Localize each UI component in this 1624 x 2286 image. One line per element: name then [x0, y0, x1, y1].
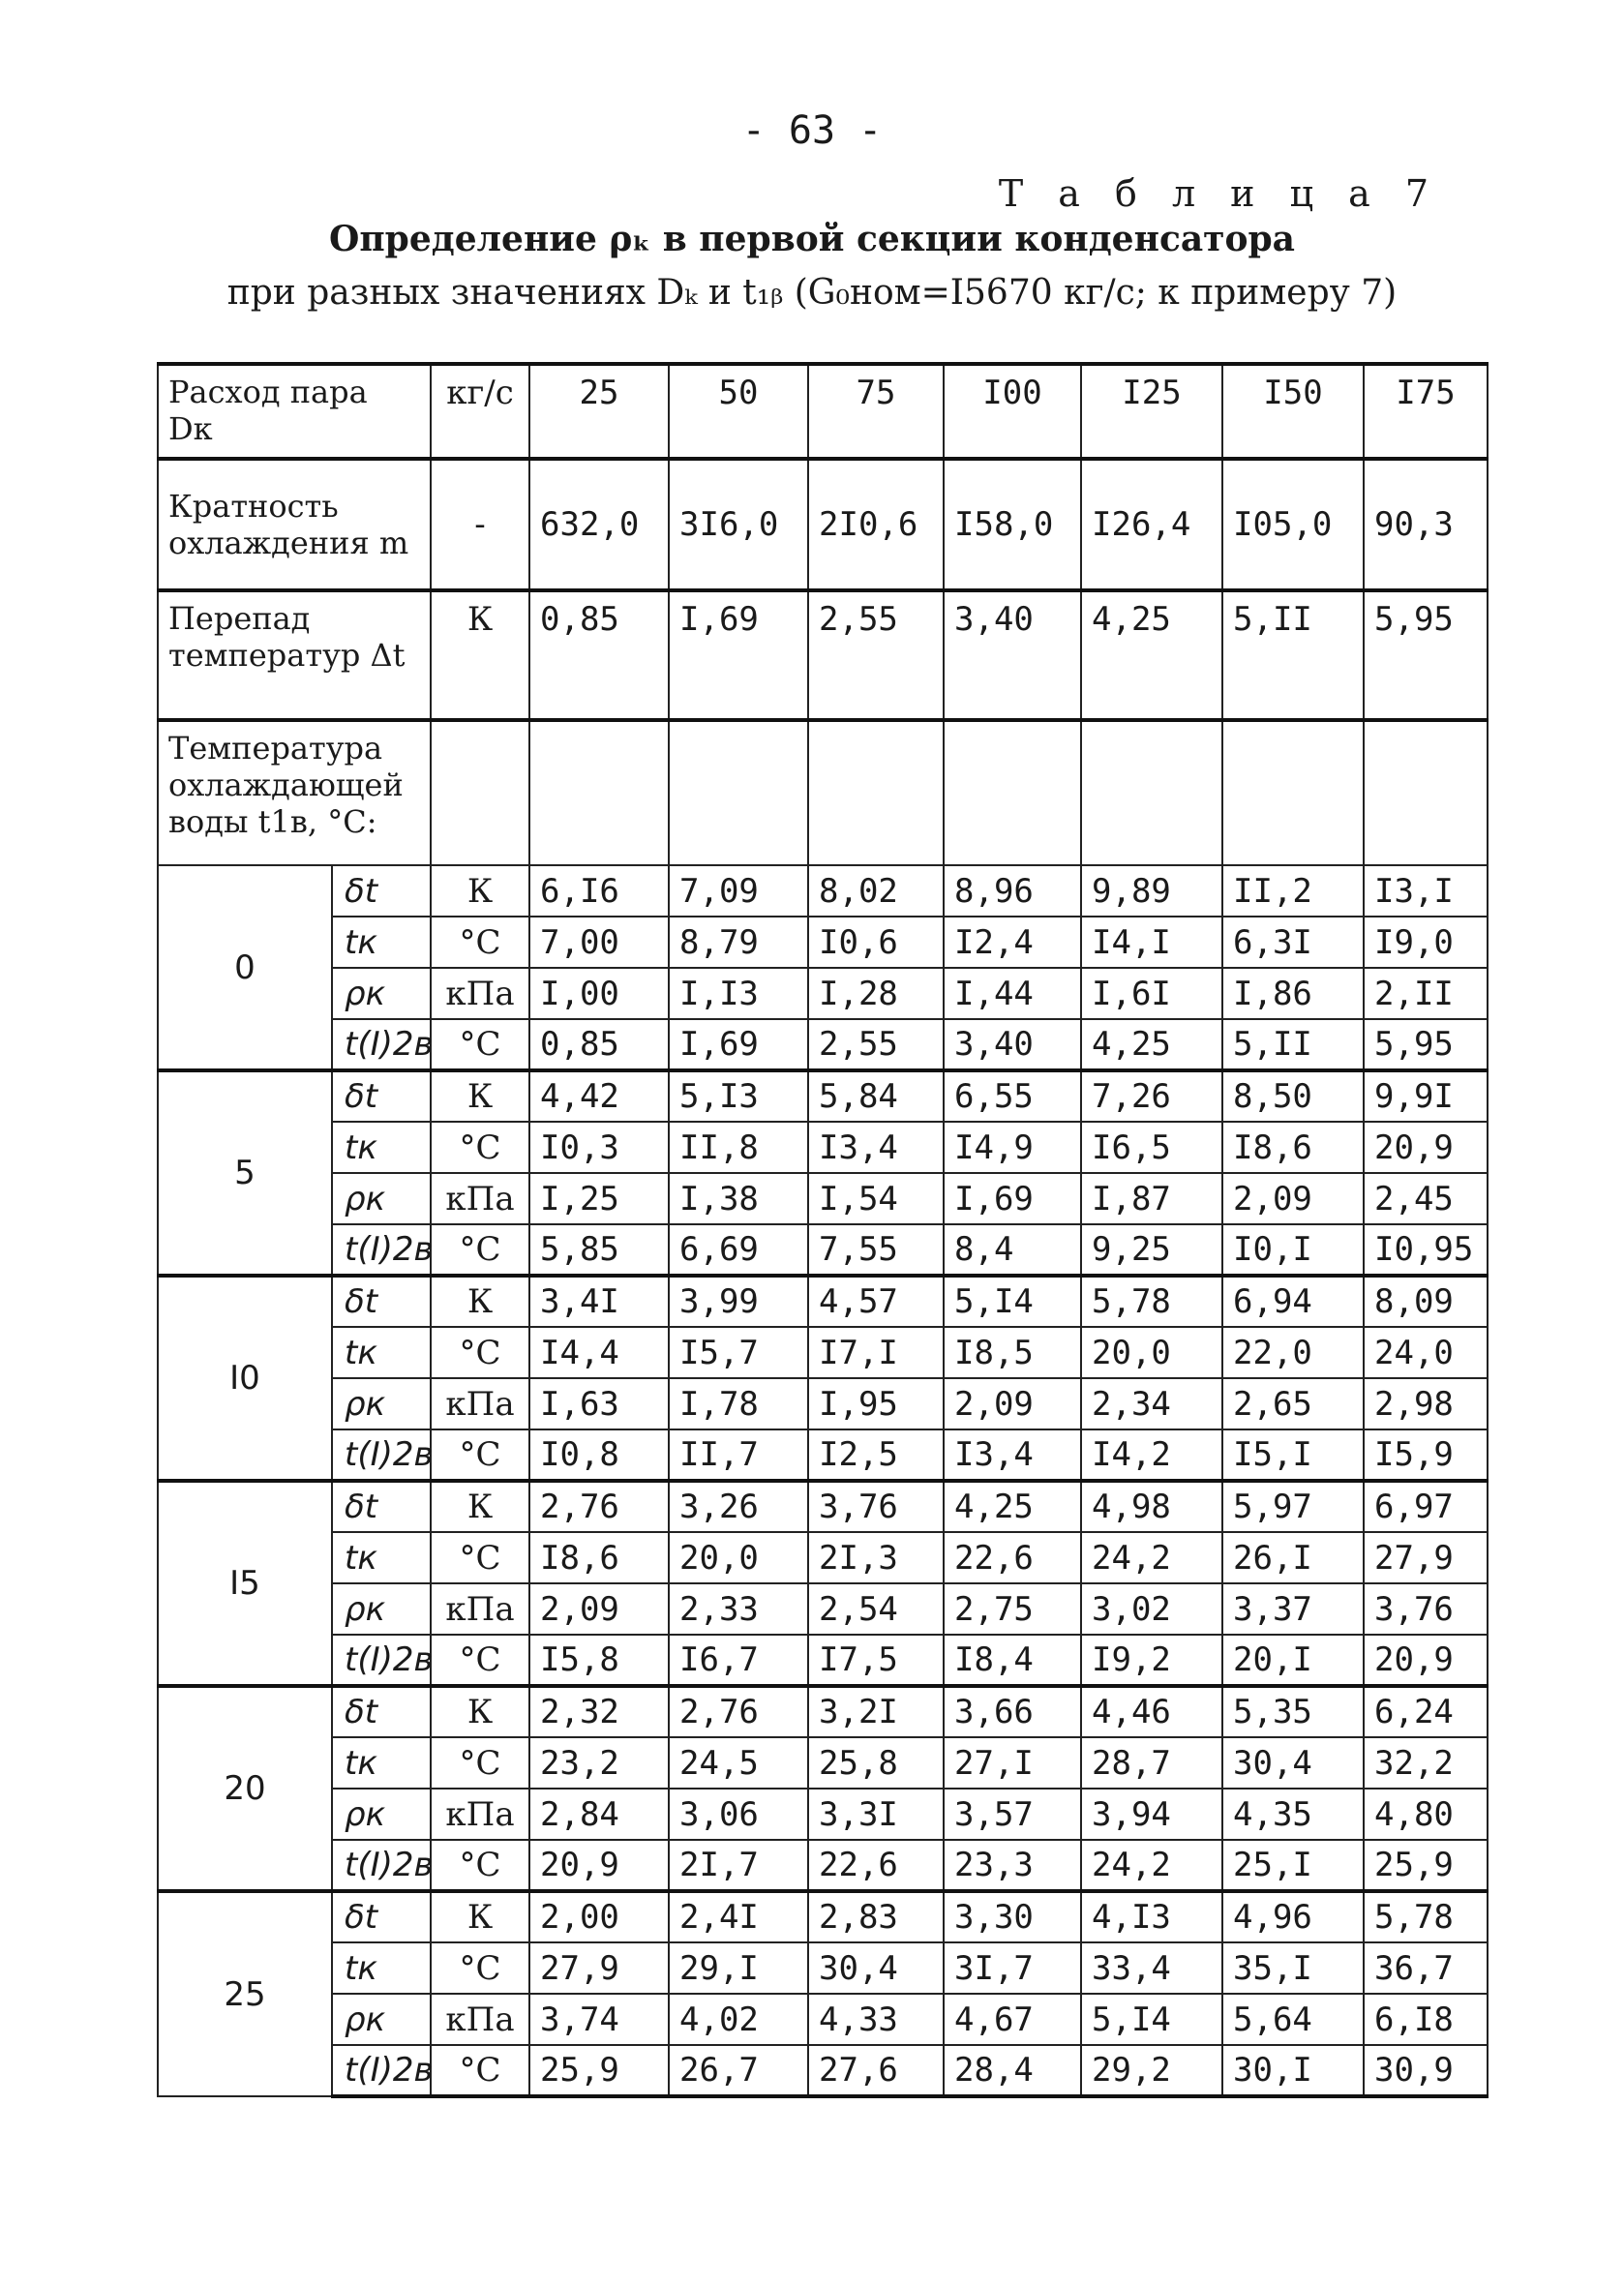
cell-value: 0,85 [529, 1019, 669, 1070]
cell-value: 5,II [1222, 590, 1364, 720]
cell-value: 2,00 [529, 1891, 669, 1942]
cell-value: I,95 [808, 1378, 944, 1429]
empty-cell [1081, 720, 1222, 865]
cell-value: 5,95 [1364, 590, 1488, 720]
cell-value: 28,4 [944, 2045, 1081, 2096]
cell-value: 20,0 [669, 1532, 808, 1583]
parameter-symbol: tк [332, 1942, 431, 1994]
cell-value: 7,26 [1081, 1070, 1222, 1122]
water-temperature: 20 [158, 1686, 332, 1891]
parameter-symbol: δt [332, 865, 431, 917]
water-temperature: 0 [158, 865, 332, 1070]
cell-value: I8,4 [944, 1635, 1081, 1686]
header-col-0: 25 [529, 364, 669, 459]
cell-value: 0,85 [529, 590, 669, 720]
parameter-symbol: δt [332, 1686, 431, 1737]
cell-value: I3,4 [808, 1122, 944, 1173]
cell-value: 2,83 [808, 1891, 944, 1942]
cell-value: 4,46 [1081, 1686, 1222, 1737]
parameter-unit: кПа [431, 968, 529, 1019]
parameter-symbol: ρк [332, 1583, 431, 1635]
parameter-unit: °С [431, 1122, 529, 1173]
cell-value: 25,9 [529, 2045, 669, 2096]
cell-value: I5,7 [669, 1327, 808, 1378]
cell-value: 3,3I [808, 1789, 944, 1840]
cell-value: 2,98 [1364, 1378, 1488, 1429]
cell-value: 2,76 [669, 1686, 808, 1737]
parameter-symbol: t(I)2в [332, 1840, 431, 1891]
data-row [158, 1789, 1488, 1840]
cell-value: 8,79 [669, 917, 808, 968]
cell-value: 27,I [944, 1737, 1081, 1789]
cell-value: 9,89 [1081, 865, 1222, 917]
water-temperature: 5 [158, 1070, 332, 1276]
parameter-unit: °С [431, 1532, 529, 1583]
data-row [158, 1173, 1488, 1224]
cell-value: 6,I6 [529, 865, 669, 917]
cell-value: I,54 [808, 1173, 944, 1224]
cell-value: I6,7 [669, 1635, 808, 1686]
parameter-symbol: ρк [332, 968, 431, 1019]
cell-value: 4,96 [1222, 1891, 1364, 1942]
cell-value: 2,55 [808, 590, 944, 720]
header-col-5: I50 [1222, 364, 1364, 459]
data-row [158, 1840, 1488, 1891]
cell-value: 2,33 [669, 1583, 808, 1635]
data-row [158, 1686, 1488, 1737]
cell-value: 3,30 [944, 1891, 1081, 1942]
cell-value: 6,94 [1222, 1276, 1364, 1327]
cell-value: 90,3 [1364, 459, 1488, 590]
cell-value: I9,2 [1081, 1635, 1222, 1686]
cell-value: 27,9 [1364, 1532, 1488, 1583]
header-col-6: I75 [1364, 364, 1488, 459]
parameter-symbol: δt [332, 1070, 431, 1122]
cell-value: 9,25 [1081, 1224, 1222, 1276]
data-row [158, 865, 1488, 917]
parameter-symbol: ρк [332, 1173, 431, 1224]
cell-value: 30,I [1222, 2045, 1364, 2096]
cell-value: I7,I [808, 1327, 944, 1378]
cell-value: 30,9 [1364, 2045, 1488, 2096]
cell-value: 5,64 [1222, 1994, 1364, 2045]
cell-value: 3,37 [1222, 1583, 1364, 1635]
parameter-unit: К [431, 865, 529, 917]
parameter-unit: °С [431, 1019, 529, 1070]
cell-value: 4,25 [1081, 1019, 1222, 1070]
parameter-unit: кПа [431, 1789, 529, 1840]
cell-value: I7,5 [808, 1635, 944, 1686]
data-row [158, 1070, 1488, 1122]
cell-value: 4,42 [529, 1070, 669, 1122]
cell-value: 4,67 [944, 1994, 1081, 2045]
cell-value: 5,97 [1222, 1481, 1364, 1532]
header-col-4: I25 [1081, 364, 1222, 459]
cell-value: 6,I8 [1364, 1994, 1488, 2045]
parameter-symbol: δt [332, 1891, 431, 1942]
cell-value: I,25 [529, 1173, 669, 1224]
data-row [158, 1378, 1488, 1429]
cell-value: 32,2 [1364, 1737, 1488, 1789]
temperature-header: Температура охлаждающей воды t1в, °С: [158, 720, 431, 865]
cell-value: 3,76 [808, 1481, 944, 1532]
data-row [158, 1224, 1488, 1276]
data-row [158, 1429, 1488, 1481]
parameter-unit: К [431, 1891, 529, 1942]
parameter-unit: °С [431, 1942, 529, 1994]
cell-value: 3,74 [529, 1994, 669, 2045]
cell-value: I4,9 [944, 1122, 1081, 1173]
data-row [158, 917, 1488, 968]
parameter-unit: К [431, 1481, 529, 1532]
header-col-3: I00 [944, 364, 1081, 459]
cell-value: 7,09 [669, 865, 808, 917]
cell-value: 7,55 [808, 1224, 944, 1276]
cell-value: 7,00 [529, 917, 669, 968]
cell-value: 27,9 [529, 1942, 669, 1994]
cell-value: I0,95 [1364, 1224, 1488, 1276]
cell-value: 5,95 [1364, 1019, 1488, 1070]
cell-value: 24,2 [1081, 1532, 1222, 1583]
empty-cell [1222, 720, 1364, 865]
temperature-header-row [158, 720, 1488, 865]
cell-value: 2I,3 [808, 1532, 944, 1583]
cell-value: I,6I [1081, 968, 1222, 1019]
empty-cell [529, 720, 669, 865]
empty-cell [808, 720, 944, 865]
cell-value: 2,34 [1081, 1378, 1222, 1429]
cell-value: 2I0,6 [808, 459, 944, 590]
cell-value: 23,3 [944, 1840, 1081, 1891]
table-title-line-1: Определение ρₖ в первой секции конденсатора [328, 219, 1296, 259]
cell-value: I,44 [944, 968, 1081, 1019]
cell-value: II,8 [669, 1122, 808, 1173]
cell-value: 29,2 [1081, 2045, 1222, 2096]
cell-value: 6,3I [1222, 917, 1364, 968]
param-unit: К [431, 590, 529, 720]
parameter-unit: °С [431, 1737, 529, 1789]
cell-value: I8,6 [529, 1532, 669, 1583]
parameter-symbol: tк [332, 1532, 431, 1583]
param-unit: - [431, 459, 529, 590]
parameter-unit: °С [431, 2045, 529, 2096]
cell-value: 25,9 [1364, 1840, 1488, 1891]
cell-value: 28,7 [1081, 1737, 1222, 1789]
cell-value: 26,7 [669, 2045, 808, 2096]
cell-value: 5,84 [808, 1070, 944, 1122]
cell-value: 24,2 [1081, 1840, 1222, 1891]
cell-value: I0,6 [808, 917, 944, 968]
parameter-unit: К [431, 1276, 529, 1327]
cell-value: 5,78 [1081, 1276, 1222, 1327]
cell-value: 4,35 [1222, 1789, 1364, 1840]
data-row [158, 1532, 1488, 1583]
data-row [158, 1122, 1488, 1173]
cell-value: 3,40 [944, 590, 1081, 720]
cell-value: 4,33 [808, 1994, 944, 2045]
cell-value: 2,4I [669, 1891, 808, 1942]
parameter-symbol: tк [332, 1737, 431, 1789]
header-col-2: 75 [808, 364, 944, 459]
cell-value: 30,4 [808, 1942, 944, 1994]
header-row [158, 364, 1488, 459]
parameter-symbol: t(I)2в [332, 1635, 431, 1686]
parameter-unit: °С [431, 1429, 529, 1481]
cell-value: 27,6 [808, 2045, 944, 2096]
cell-value: 4,57 [808, 1276, 944, 1327]
cell-value: 20,0 [1081, 1327, 1222, 1378]
cell-value: I26,4 [1081, 459, 1222, 590]
parameter-symbol: tк [332, 1122, 431, 1173]
cell-value: 6,97 [1364, 1481, 1488, 1532]
cell-value: I4,4 [529, 1327, 669, 1378]
cell-value: I0,I [1222, 1224, 1364, 1276]
cell-value: 3,99 [669, 1276, 808, 1327]
cell-value: 8,50 [1222, 1070, 1364, 1122]
cell-value: 5,I4 [944, 1276, 1081, 1327]
parameter-symbol: ρк [332, 1994, 431, 2045]
cell-value: I2,4 [944, 917, 1081, 968]
cell-value: I4,I [1081, 917, 1222, 968]
cell-value: 5,78 [1364, 1891, 1488, 1942]
parameter-unit: °С [431, 1224, 529, 1276]
cell-value: I8,5 [944, 1327, 1081, 1378]
param-label: Кратность охлаждения m [158, 459, 431, 590]
data-row [158, 1583, 1488, 1635]
cell-value: 5,II [1222, 1019, 1364, 1070]
cell-value: 24,0 [1364, 1327, 1488, 1378]
cell-value: 2,45 [1364, 1173, 1488, 1224]
empty-cell [669, 720, 808, 865]
cell-value: I,00 [529, 968, 669, 1019]
cell-value: 8,96 [944, 865, 1081, 917]
cell-value: 22,6 [944, 1532, 1081, 1583]
cell-value: 8,02 [808, 865, 944, 917]
parameter-symbol: ρк [332, 1789, 431, 1840]
cell-value: 8,4 [944, 1224, 1081, 1276]
cell-value: I,78 [669, 1378, 808, 1429]
parameter-unit: К [431, 1686, 529, 1737]
cell-value: 6,69 [669, 1224, 808, 1276]
cell-value: 5,85 [529, 1224, 669, 1276]
condenser-table [157, 362, 1487, 2098]
cell-value: I,I3 [669, 968, 808, 1019]
cell-value: 26,I [1222, 1532, 1364, 1583]
cell-value: I5,I [1222, 1429, 1364, 1481]
cell-value: I,28 [808, 968, 944, 1019]
cell-value: 22,6 [808, 1840, 944, 1891]
data-row [158, 1891, 1488, 1942]
cell-value: 2,65 [1222, 1378, 1364, 1429]
cell-value: 22,0 [1222, 1327, 1364, 1378]
cell-value: 5,I3 [669, 1070, 808, 1122]
cell-value: 2,75 [944, 1583, 1081, 1635]
cell-value: 35,I [1222, 1942, 1364, 1994]
page-number: - 63 - [741, 108, 883, 153]
cell-value: I3,4 [944, 1429, 1081, 1481]
cell-value: 25,I [1222, 1840, 1364, 1891]
data-row [158, 1276, 1488, 1327]
parameter-unit: кПа [431, 1173, 529, 1224]
cell-value: 20,9 [1364, 1122, 1488, 1173]
cell-value: II,2 [1222, 865, 1364, 917]
cell-value: 632,0 [529, 459, 669, 590]
parameter-unit: кПа [431, 1583, 529, 1635]
cell-value: 3,66 [944, 1686, 1081, 1737]
cell-value: 4,02 [669, 1994, 808, 2045]
cell-value: I5,8 [529, 1635, 669, 1686]
cell-value: 30,4 [1222, 1737, 1364, 1789]
cell-value: I58,0 [944, 459, 1081, 590]
water-temperature: I0 [158, 1276, 332, 1481]
cell-value: 5,35 [1222, 1686, 1364, 1737]
cell-value: 3,94 [1081, 1789, 1222, 1840]
cell-value: 3,76 [1364, 1583, 1488, 1635]
cell-value: I,38 [669, 1173, 808, 1224]
table-label: Т а б л и ц а 7 [998, 172, 1440, 215]
parameter-unit: °С [431, 1635, 529, 1686]
data-row [158, 1994, 1488, 2045]
cell-value: 4,25 [944, 1481, 1081, 1532]
cell-value: I,63 [529, 1378, 669, 1429]
cell-value: 25,8 [808, 1737, 944, 1789]
cell-value: 2,09 [529, 1583, 669, 1635]
cell-value: I8,6 [1222, 1122, 1364, 1173]
cell-value: 2,09 [1222, 1173, 1364, 1224]
parameter-symbol: t(I)2в [332, 2045, 431, 2096]
cell-value: 3,02 [1081, 1583, 1222, 1635]
data-row [158, 1737, 1488, 1789]
cell-value: 23,2 [529, 1737, 669, 1789]
param-label: Перепад температур Δt [158, 590, 431, 720]
parameter-unit: °С [431, 917, 529, 968]
cell-value: 2I,7 [669, 1840, 808, 1891]
cell-value: I,86 [1222, 968, 1364, 1019]
header-unit: кг/с [431, 364, 529, 459]
cell-value: 6,24 [1364, 1686, 1488, 1737]
parameter-symbol: δt [332, 1481, 431, 1532]
param-row [158, 459, 1488, 590]
parameter-symbol: ρк [332, 1378, 431, 1429]
cell-value: I,69 [669, 1019, 808, 1070]
cell-value: 2,76 [529, 1481, 669, 1532]
cell-value: 4,98 [1081, 1481, 1222, 1532]
parameter-unit: К [431, 1070, 529, 1122]
empty-cell [944, 720, 1081, 865]
cell-value: 2,84 [529, 1789, 669, 1840]
cell-value: 3,40 [944, 1019, 1081, 1070]
cell-value: 2,09 [944, 1378, 1081, 1429]
cell-value: 3I,7 [944, 1942, 1081, 1994]
data-row [158, 1635, 1488, 1686]
parameter-unit: кПа [431, 1378, 529, 1429]
data-row [158, 1019, 1488, 1070]
data-row [158, 2045, 1488, 2096]
cell-value: 6,55 [944, 1070, 1081, 1122]
header-label: Расход пара Dк [158, 364, 431, 459]
cell-value: 3,26 [669, 1481, 808, 1532]
cell-value: I9,0 [1364, 917, 1488, 968]
cell-value: 3,2I [808, 1686, 944, 1737]
cell-value: 4,I3 [1081, 1891, 1222, 1942]
data-row [158, 1481, 1488, 1532]
water-temperature: 25 [158, 1891, 332, 2096]
cell-value: II,7 [669, 1429, 808, 1481]
param-row [158, 590, 1488, 720]
header-col-1: 50 [669, 364, 808, 459]
cell-value: 4,80 [1364, 1789, 1488, 1840]
cell-value: 9,9I [1364, 1070, 1488, 1122]
cell-value: 2,32 [529, 1686, 669, 1737]
cell-value: 3I6,0 [669, 459, 808, 590]
cell-value: I4,2 [1081, 1429, 1222, 1481]
cell-value: 2,54 [808, 1583, 944, 1635]
cell-value: I5,9 [1364, 1429, 1488, 1481]
cell-value: 20,9 [529, 1840, 669, 1891]
cell-value: I,69 [944, 1173, 1081, 1224]
cell-value: 2,II [1364, 968, 1488, 1019]
parameter-symbol: tк [332, 1327, 431, 1378]
cell-value: 8,09 [1364, 1276, 1488, 1327]
cell-value: 5,I4 [1081, 1994, 1222, 2045]
cell-value: I6,5 [1081, 1122, 1222, 1173]
data-row [158, 968, 1488, 1019]
cell-value: 29,I [669, 1942, 808, 1994]
cell-value: I,69 [669, 590, 808, 720]
data-row [158, 1942, 1488, 1994]
parameter-unit: °С [431, 1327, 529, 1378]
cell-value: I0,8 [529, 1429, 669, 1481]
cell-value: 20,I [1222, 1635, 1364, 1686]
cell-value: 2,55 [808, 1019, 944, 1070]
parameter-symbol: t(I)2в [332, 1224, 431, 1276]
cell-value: 3,4I [529, 1276, 669, 1327]
parameter-symbol: tк [332, 917, 431, 968]
empty-cell [1364, 720, 1488, 865]
parameter-unit: °С [431, 1840, 529, 1891]
parameter-symbol: t(I)2в [332, 1429, 431, 1481]
parameter-symbol: t(I)2в [332, 1019, 431, 1070]
cell-value: 3,57 [944, 1789, 1081, 1840]
empty-cell [431, 720, 529, 865]
data-table [157, 362, 1489, 2098]
cell-value: I,87 [1081, 1173, 1222, 1224]
cell-value: 3,06 [669, 1789, 808, 1840]
table-title-line-2: при разных значениях Dₖ и t₁ᵦ (G₀ном=I5670 кг/с; к примеру 7) [226, 273, 1398, 313]
parameter-symbol: δt [332, 1276, 431, 1327]
cell-value: 33,4 [1081, 1942, 1222, 1994]
water-temperature: I5 [158, 1481, 332, 1686]
cell-value: I2,5 [808, 1429, 944, 1481]
parameter-unit: кПа [431, 1994, 529, 2045]
cell-value: 24,5 [669, 1737, 808, 1789]
cell-value: I0,3 [529, 1122, 669, 1173]
cell-value: I3,I [1364, 865, 1488, 917]
cell-value: 36,7 [1364, 1942, 1488, 1994]
cell-value: I05,0 [1222, 459, 1364, 590]
cell-value: 4,25 [1081, 590, 1222, 720]
cell-value: 20,9 [1364, 1635, 1488, 1686]
data-row [158, 1327, 1488, 1378]
